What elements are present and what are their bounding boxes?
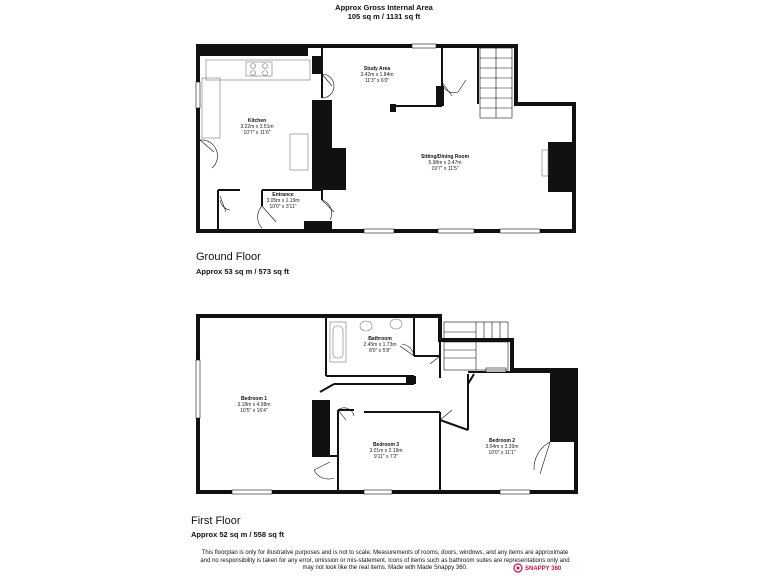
room-dim-ft-study-area: 11'3" x 6'0" (364, 78, 390, 84)
room-dim-m-bedroom-2: 3.04m x 3.39m (485, 444, 519, 450)
logo-text: SNAPPY 360 (525, 566, 562, 572)
room-dim-m-kitchen: 3.22m x 3.51m (240, 124, 274, 130)
room-dim-ft-bedroom-2: 10'0" x 11'1" (488, 450, 516, 456)
header-total-area: 105 sq m / 1131 sq ft (347, 12, 421, 21)
room-dim-m-sitting-dining: 5.98m x 3.47m (428, 160, 462, 166)
room-dim-ft-kitchen: 10'7" x 11'6" (243, 130, 271, 136)
first-floor-internal-walls (312, 316, 550, 492)
room-name-kitchen: Kitchen (247, 118, 267, 124)
first-floor-chimney-blocks (312, 370, 576, 456)
room-dim-m-study-area: 3.42m x 1.84m (360, 72, 394, 78)
room-dim-m-entrance: 3.05m x 1.19m (266, 198, 300, 204)
room-name-bathroom: Bathroom (368, 336, 392, 342)
ground-floor-stairs (480, 48, 512, 118)
ground-floor-title: Ground Floor (196, 251, 261, 263)
room-name-bedroom-1: Bedroom 1 (240, 396, 268, 402)
room-dim-ft-bathroom: 8'0" x 5'8" (369, 348, 391, 354)
first-floor-title: First Floor (191, 515, 241, 527)
disclaimer-line-3: may not look like the real items. Made with Made Snappy 360. (302, 565, 468, 571)
first-floor-area: Approx 52 sq m / 558 sq ft (191, 530, 284, 539)
room-name-bedroom-3: Bedroom 3 (372, 442, 400, 448)
ground-floor-internal-walls (218, 46, 478, 231)
room-dim-ft-bedroom-1: 10'5" x 16'4" (240, 408, 268, 414)
disclaimer-line-1: This floorplan is only for illustrative purposes and is not to scale. Measurements of rooms, doors, windows, and any items are approximate (201, 550, 569, 556)
ground-floor-area: Approx 53 sq m / 573 sq ft (196, 267, 289, 276)
room-dim-m-bedroom-1: 3.18m x 4.98m (237, 402, 271, 408)
room-name-study-area: Study Area (363, 66, 391, 72)
disclaimer-line-2: and no responsibility is taken for any error, omission or mis-statement. Icons of items such as bathroom suites are representations only and (200, 557, 570, 564)
first-floor-stairs (444, 322, 508, 370)
room-name-entrance: Entrance (272, 192, 294, 198)
room-dim-m-bedroom-3: 3.01m x 2.19m (369, 448, 403, 454)
first-floor-windows (196, 360, 530, 494)
room-dim-ft-entrance: 10'0" x 3'11" (269, 204, 297, 210)
room-name-bedroom-2: Bedroom 2 (488, 438, 516, 444)
room-dim-ft-sitting-dining: 19'7" x 11'5" (431, 166, 459, 172)
room-dim-m-bathroom: 2.45m x 1.73m (363, 342, 397, 348)
header-title: Approx Gross Internal Area (335, 3, 433, 12)
room-name-sitting-dining: Sitting/Dining Room (420, 154, 470, 160)
room-dim-ft-bedroom-3: 9'11" x 7'2" (373, 454, 399, 460)
